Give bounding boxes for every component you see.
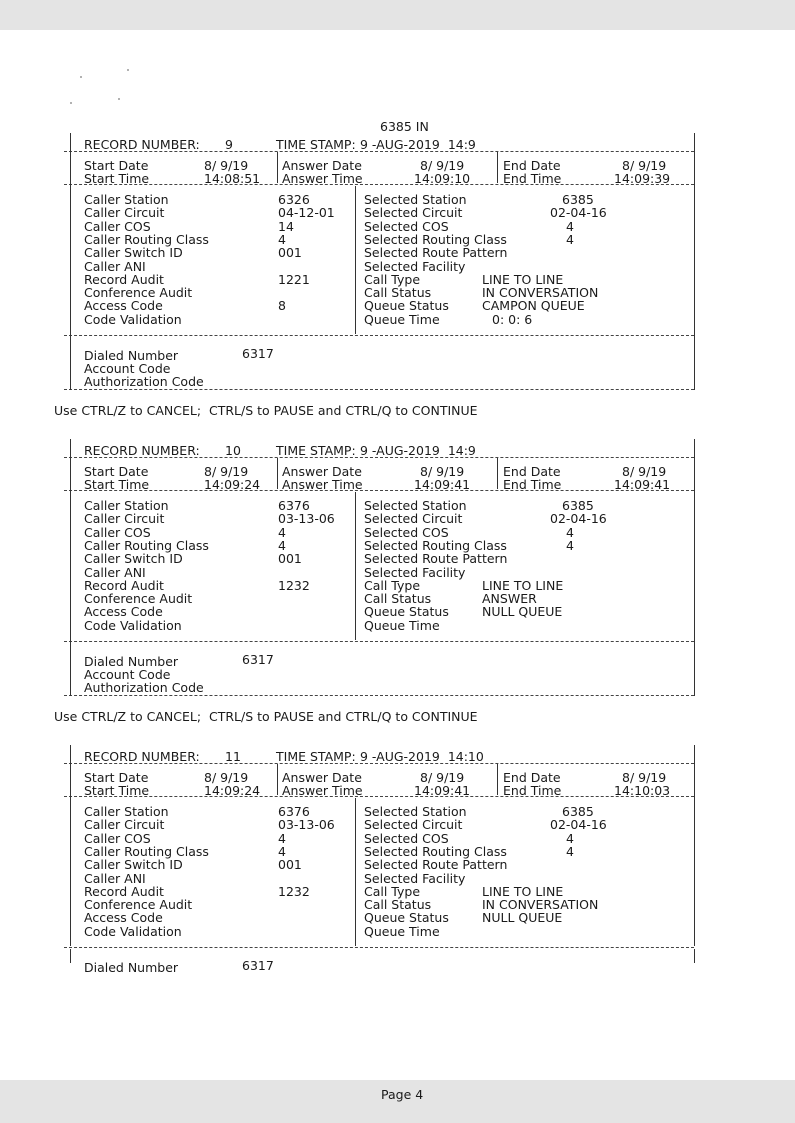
selected-routing-class-label: Selected Routing Class [364, 843, 507, 859]
column-divider [497, 152, 498, 183]
record-audit-label: Record Audit [84, 577, 164, 593]
record-audit-value: 1232 [278, 883, 310, 899]
column-divider [277, 152, 278, 183]
caller-ani-label: Caller ANI [84, 258, 146, 274]
code-validation-label: Code Validation [84, 923, 182, 939]
selected-facility-label: Selected Facility [364, 870, 466, 886]
time-stamp-label: TIME STAMP: [276, 443, 356, 458]
access-code-value: 8 [278, 298, 286, 314]
selected-circuit-label: Selected Circuit [364, 817, 463, 833]
selected-circuit-value: 02-04-16 [550, 817, 607, 833]
scan-speck [80, 76, 82, 78]
caller-switch-id-value: 001 [278, 245, 302, 261]
column-divider [355, 492, 356, 640]
caller-cos-label: Caller COS [84, 524, 151, 540]
selected-routing-class-value: 4 [566, 231, 574, 247]
separator-line [64, 695, 694, 696]
queue-status-value: NULL QUEUE [482, 604, 563, 620]
account-code-label: Account Code [84, 361, 171, 376]
caller-routing-class-label: Caller Routing Class [84, 843, 209, 859]
caller-circuit-value: 04-12-01 [278, 205, 335, 221]
caller-cos-value: 4 [278, 524, 286, 540]
caller-circuit-value: 03-13-06 [278, 511, 335, 527]
start-date-label: Start Date [84, 464, 149, 479]
queue-status-value: CAMPON QUEUE [482, 298, 585, 314]
time-stamp-value: 9 -AUG-2019 14:9 [360, 137, 476, 152]
column-divider [355, 186, 356, 334]
caller-cos-value: 14 [278, 218, 294, 234]
end-date-value: 8/ 9/19 [622, 464, 667, 479]
conference-audit-label: Conference Audit [84, 591, 193, 607]
dialed-number-value: 6317 [242, 652, 274, 667]
page-title: 6385 IN [380, 119, 429, 134]
caller-station-label: Caller Station [84, 804, 169, 819]
selected-cos-value: 4 [566, 524, 574, 540]
end-date-label: End Date [503, 770, 561, 785]
caller-switch-id-label: Caller Switch ID [84, 857, 183, 873]
selected-routing-class-value: 4 [566, 843, 574, 859]
selected-station-value: 6385 [562, 498, 594, 513]
call-status-value: ANSWER [482, 591, 537, 607]
scan-speck [118, 98, 120, 100]
ctrl-instructions: Use CTRL/Z to CANCEL; CTRL/S to PAUSE and CTRL/Q to CONTINUE [54, 709, 478, 724]
record-audit-value: 1221 [278, 271, 310, 287]
caller-switch-id-label: Caller Switch ID [84, 551, 183, 567]
selected-routing-class-label: Selected Routing Class [364, 231, 507, 247]
separator-line [64, 389, 694, 390]
caller-station-label: Caller Station [84, 192, 169, 207]
queue-time-value: 0: 0: 6 [492, 311, 533, 327]
end-time-value: 14:10:03 [614, 783, 671, 798]
selected-cos-label: Selected COS [364, 218, 449, 234]
start-date-value: 8/ 9/19 [204, 770, 249, 785]
selected-facility-label: Selected Facility [364, 258, 466, 274]
caller-switch-id-value: 001 [278, 551, 302, 567]
queue-time-label: Queue Time [364, 617, 440, 633]
call-status-value: IN CONVERSATION [482, 897, 599, 913]
selected-station-label: Selected Station [364, 804, 467, 819]
call-type-value: LINE TO LINE [482, 271, 564, 287]
dialed-number-label: Dialed Number [84, 654, 179, 669]
left-border [70, 949, 71, 963]
selected-station-value: 6385 [562, 804, 594, 819]
scan-speck [70, 102, 72, 104]
answer-date-value: 8/ 9/19 [420, 770, 465, 785]
selected-circuit-label: Selected Circuit [364, 205, 463, 221]
answer-time-value: 14:09:10 [414, 171, 471, 186]
caller-station-label: Caller Station [84, 498, 169, 513]
start-time-value: 14:08:51 [204, 171, 261, 186]
selected-cos-value: 4 [566, 830, 574, 846]
caller-switch-id-label: Caller Switch ID [84, 245, 183, 261]
end-time-label: End Time [503, 783, 562, 798]
selected-circuit-value: 02-04-16 [550, 511, 607, 527]
record-number-value: 11 [225, 749, 241, 764]
caller-routing-class-value: 4 [278, 231, 286, 247]
start-date-value: 8/ 9/19 [204, 158, 249, 173]
code-validation-label: Code Validation [84, 311, 182, 327]
column-divider [277, 458, 278, 489]
answer-time-label: Answer Time [282, 783, 363, 798]
queue-time-label: Queue Time [364, 923, 440, 939]
caller-ani-label: Caller ANI [84, 870, 146, 886]
selected-cos-label: Selected COS [364, 830, 449, 846]
caller-cos-label: Caller COS [84, 218, 151, 234]
scan-top-band [0, 0, 795, 30]
start-time-value: 14:09:24 [204, 783, 261, 798]
time-stamp-value: 9 -AUG-2019 14:10 [360, 749, 484, 764]
access-code-label: Access Code [84, 298, 163, 314]
call-type-label: Call Type [364, 577, 421, 593]
queue-status-value: NULL QUEUE [482, 910, 563, 926]
start-time-label: Start Time [84, 171, 150, 186]
authorization-code-label: Authorization Code [84, 374, 204, 389]
caller-station-value: 6376 [278, 804, 310, 819]
end-date-value: 8/ 9/19 [622, 770, 667, 785]
answer-date-label: Answer Date [282, 464, 362, 479]
access-code-label: Access Code [84, 604, 163, 620]
end-date-label: End Date [503, 158, 561, 173]
dialed-number-label: Dialed Number [84, 348, 179, 363]
separator-line [64, 796, 694, 797]
record-audit-value: 1232 [278, 577, 310, 593]
record-audit-label: Record Audit [84, 883, 164, 899]
record-number-label: RECORD NUMBER: [84, 443, 200, 458]
dialed-number-value: 6317 [242, 958, 274, 973]
separator-line [64, 184, 694, 185]
call-status-value: IN CONVERSATION [482, 285, 599, 301]
caller-routing-class-label: Caller Routing Class [84, 537, 209, 553]
caller-circuit-value: 03-13-06 [278, 817, 335, 833]
selected-cos-label: Selected COS [364, 524, 449, 540]
answer-time-label: Answer Time [282, 477, 363, 492]
call-type-label: Call Type [364, 271, 421, 287]
time-stamp-value: 9 -AUG-2019 14:9 [360, 443, 476, 458]
start-time-value: 14:09:24 [204, 477, 261, 492]
column-divider [277, 764, 278, 795]
queue-status-label: Queue Status [364, 910, 449, 926]
caller-routing-class-value: 4 [278, 537, 286, 553]
start-date-value: 8/ 9/19 [204, 464, 249, 479]
caller-circuit-label: Caller Circuit [84, 205, 165, 221]
record-number-value: 10 [225, 443, 241, 458]
queue-status-label: Queue Status [364, 604, 449, 620]
right-border [694, 133, 695, 390]
caller-station-value: 6376 [278, 498, 310, 513]
right-border [694, 949, 695, 963]
start-date-label: Start Date [84, 158, 149, 173]
right-border [694, 439, 695, 696]
scan-speck [127, 69, 129, 71]
queue-status-label: Queue Status [364, 298, 449, 314]
start-date-label: Start Date [84, 770, 149, 785]
caller-station-value: 6326 [278, 192, 310, 207]
page-number: Page 4 [381, 1087, 424, 1102]
separator-line [64, 335, 694, 336]
answer-time-value: 14:09:41 [414, 477, 471, 492]
end-date-value: 8/ 9/19 [622, 158, 667, 173]
column-divider [497, 764, 498, 795]
answer-time-value: 14:09:41 [414, 783, 471, 798]
selected-route-pattern-label: Selected Route Pattern [364, 245, 508, 261]
caller-routing-class-value: 4 [278, 843, 286, 859]
end-time-label: End Time [503, 171, 562, 186]
selected-circuit-value: 02-04-16 [550, 205, 607, 221]
caller-circuit-label: Caller Circuit [84, 817, 165, 833]
answer-date-value: 8/ 9/19 [420, 464, 465, 479]
access-code-label: Access Code [84, 910, 163, 926]
separator-line [64, 490, 694, 491]
answer-date-value: 8/ 9/19 [420, 158, 465, 173]
call-type-label: Call Type [364, 883, 421, 899]
dialed-number-label: Dialed Number [84, 960, 179, 975]
call-status-label: Call Status [364, 897, 432, 913]
selected-routing-class-label: Selected Routing Class [364, 537, 507, 553]
left-border [70, 745, 71, 946]
answer-date-label: Answer Date [282, 158, 362, 173]
conference-audit-label: Conference Audit [84, 285, 193, 301]
ctrl-instructions: Use CTRL/Z to CANCEL; CTRL/S to PAUSE and CTRL/Q to CONTINUE [54, 403, 478, 418]
selected-routing-class-value: 4 [566, 537, 574, 553]
start-time-label: Start Time [84, 477, 150, 492]
record-number-label: RECORD NUMBER: [84, 137, 200, 152]
code-validation-label: Code Validation [84, 617, 182, 633]
selected-station-label: Selected Station [364, 192, 467, 207]
selected-station-label: Selected Station [364, 498, 467, 513]
selected-route-pattern-label: Selected Route Pattern [364, 551, 508, 567]
dialed-number-value: 6317 [242, 346, 274, 361]
end-time-value: 14:09:41 [614, 477, 671, 492]
queue-time-label: Queue Time [364, 311, 440, 327]
start-time-label: Start Time [84, 783, 150, 798]
end-time-value: 14:09:39 [614, 171, 671, 186]
right-border [694, 745, 695, 946]
time-stamp-label: TIME STAMP: [276, 137, 356, 152]
caller-ani-label: Caller ANI [84, 564, 146, 580]
caller-circuit-label: Caller Circuit [84, 511, 165, 527]
selected-route-pattern-label: Selected Route Pattern [364, 857, 508, 873]
separator-line [64, 947, 694, 948]
selected-circuit-label: Selected Circuit [364, 511, 463, 527]
caller-cos-label: Caller COS [84, 830, 151, 846]
call-status-label: Call Status [364, 285, 432, 301]
separator-line [64, 641, 694, 642]
call-type-value: LINE TO LINE [482, 883, 564, 899]
answer-time-label: Answer Time [282, 171, 363, 186]
end-time-label: End Time [503, 477, 562, 492]
call-status-label: Call Status [364, 591, 432, 607]
selected-cos-value: 4 [566, 218, 574, 234]
caller-routing-class-label: Caller Routing Class [84, 231, 209, 247]
column-divider [497, 458, 498, 489]
time-stamp-label: TIME STAMP: [276, 749, 356, 764]
end-date-label: End Date [503, 464, 561, 479]
caller-cos-value: 4 [278, 830, 286, 846]
record-number-label: RECORD NUMBER: [84, 749, 200, 764]
selected-station-value: 6385 [562, 192, 594, 207]
record-number-value: 9 [225, 137, 233, 152]
account-code-label: Account Code [84, 667, 171, 682]
conference-audit-label: Conference Audit [84, 897, 193, 913]
left-border [70, 133, 71, 390]
left-border [70, 439, 71, 696]
call-type-value: LINE TO LINE [482, 577, 564, 593]
column-divider [355, 798, 356, 946]
answer-date-label: Answer Date [282, 770, 362, 785]
selected-facility-label: Selected Facility [364, 564, 466, 580]
authorization-code-label: Authorization Code [84, 680, 204, 695]
caller-switch-id-value: 001 [278, 857, 302, 873]
record-audit-label: Record Audit [84, 271, 164, 287]
